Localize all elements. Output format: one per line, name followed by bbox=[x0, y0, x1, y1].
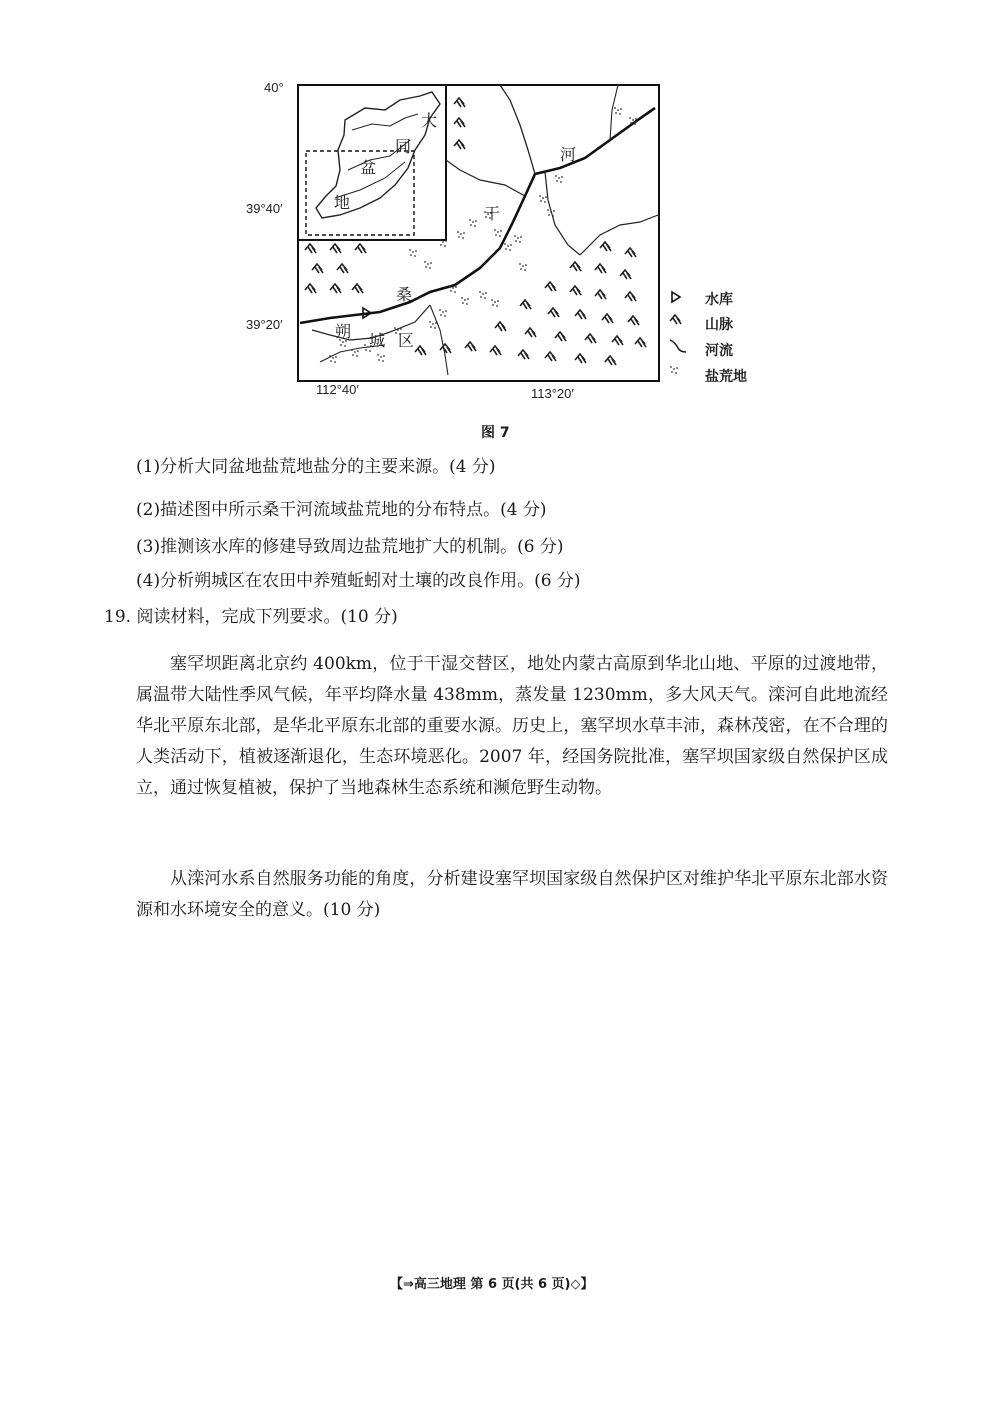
map-label-cheng: 城 bbox=[369, 331, 386, 350]
tributary-west bbox=[446, 160, 525, 196]
legend-saline-land-icon bbox=[670, 366, 678, 374]
question-19-material: 塞罕坝距离北京约 400km，位于干湿交替区，地处内蒙古高原到华北山地、平原的过渡地带，属温带大陆性季风气候，年平均降水量 438mm，蒸发量 1230mm，多大风天气。滦河自此地流经华北平原东北部，是华北平原东北部的重要水源。历史上，塞罕坝水草丰沛，森林茂密，在不合理的人类活动下，植被逐渐退化，生态环境恶化。2007 年，经国务院批准，塞罕坝国家级自然保护区成立，通过恢复植被，保护了当地森林生态系统和濒危野生动物。 bbox=[136, 654, 888, 798]
question-19-heading: 19. 阅读材料，完成下列要求。(10 分) bbox=[104, 607, 398, 627]
map-label-he: 河 bbox=[560, 145, 577, 164]
map-label-sang: 桑 bbox=[396, 285, 413, 304]
question-2: (2)描述图中所示桑干河流域盐荒地的分布特点。(4 分) bbox=[136, 500, 547, 520]
lon-label-112-40: 112°40′ bbox=[316, 382, 359, 397]
tributary-east bbox=[580, 215, 658, 255]
question-19-task: 从滦河水系自然服务功能的角度，分析建设塞罕坝国家级自然保护区对维护华北平原东北部水资源和水环境安全的意义。(10 分) bbox=[136, 869, 888, 920]
lat-label-39-40: 39°40′ bbox=[246, 201, 283, 216]
tributary-north bbox=[500, 85, 535, 174]
lon-label-113-20: 113°20′ bbox=[531, 386, 574, 401]
legend-reservoir-icon bbox=[672, 292, 680, 302]
question-1: (1)分析大同盆地盐荒地盐分的主要来源。(4 分) bbox=[136, 457, 496, 477]
page-footer: 【⇒高三地理 第 6 页(共 6 页)◇】 bbox=[390, 1277, 594, 1292]
lat-label-40: 40° bbox=[264, 80, 284, 95]
legend-label-river: 河流 bbox=[705, 343, 733, 359]
map-label-da: 大 bbox=[421, 111, 438, 130]
map-label-di: 地 bbox=[334, 193, 351, 212]
tributary-south bbox=[545, 172, 580, 255]
map-label-shuo: 朔 bbox=[335, 322, 352, 341]
map-label-qu: 区 bbox=[398, 331, 415, 350]
legend-label-saline-land: 盐荒地 bbox=[705, 369, 747, 385]
map-svg bbox=[0, 0, 992, 400]
map-label-tong: 同 bbox=[395, 137, 412, 156]
lat-label-39-20: 39°20′ bbox=[246, 317, 283, 332]
legend-river-icon bbox=[670, 340, 686, 352]
map-label-pen: 盆 bbox=[360, 158, 377, 177]
legend-label-reservoir: 水库 bbox=[705, 292, 733, 308]
legend-label-mountain: 山脉 bbox=[705, 317, 733, 333]
map-label-gan: 干 bbox=[484, 204, 501, 223]
legend-mountain-icon bbox=[670, 315, 681, 324]
question-4: (4)分析朔城区在农田中养殖蚯蚓对土壤的改良作用。(6 分) bbox=[136, 571, 581, 591]
figure-caption: 图 7 bbox=[481, 425, 510, 441]
question-3: (3)推测该水库的修建导致周边盐荒地扩大的机制。(6 分) bbox=[136, 537, 564, 557]
